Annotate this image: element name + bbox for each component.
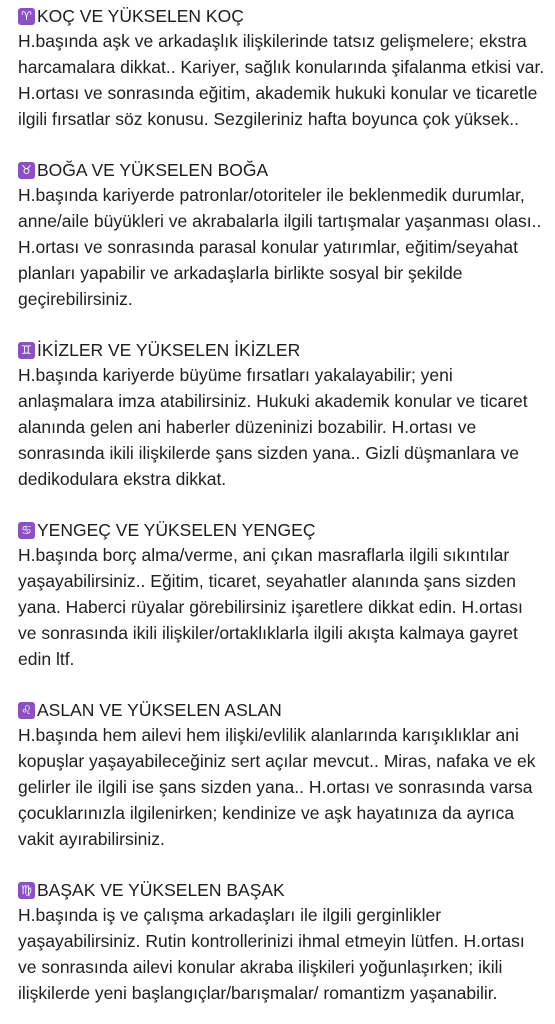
section-title: KOÇ VE YÜKSELEN KOÇ [37,6,244,26]
section-body: H.başında kariyerde patronlar/otoriteler ile beklenmedik durumlar, anne/aile büyükleri ve akrabalarla ilgili tartışmalar yaşanması olası.. H.ortası ve sonrasında parasal konular yatırımlar, eğitim/seyahat planları yapabilir ve arkadaşlarla birlikte sosyal bir şekilde geçirebilirsiniz. [18,185,542,309]
section-body: H.başında kariyerde büyüme fırsatları yakalayabilir; yeni anlaşmalara imza atabilirsiniz. Hukuki akademik konular ve ticaret alanında gelen ani haberler düzeninizi bozabilir. H.ortası ve sonrasında ikili ilişkilerde şans sizden yana.. Gizli düşmanlara ve dedikodulara ekstra dikkat. [18,365,528,489]
cancer-icon: ♋ [18,522,35,539]
aries-icon: ♈ [18,8,35,25]
section-leo [18,698,545,852]
section-virgo [18,878,545,1006]
section-title: BAŞAK VE YÜKSELEN BAŞAK [37,880,285,900]
section-gemini [18,338,545,492]
section-taurus [18,158,545,312]
virgo-icon: ♍ [18,882,35,899]
section-heading [18,878,545,902]
section-heading [18,4,545,28]
section-title: YENGEÇ VE YÜKSELEN YENGEÇ [37,520,316,540]
section-title: İKİZLER VE YÜKSELEN İKİZLER [37,340,301,360]
section-title: ASLAN VE YÜKSELEN ASLAN [37,700,282,720]
taurus-icon: ♉ [18,162,35,179]
section-heading [18,338,545,362]
section-heading [18,698,545,722]
section-cancer [18,518,545,672]
section-body: H.başında borç alma/verme, ani çıkan masraflarla ilgili sıkıntılar yaşayabilirsiniz.. Eğitim, ticaret, seyahatler alanında şans sizden yana. Haberci rüyalar görebilirsiniz işaretlere dikkat edin. H.ortası ve sonrasında ikili ilişkiler/ortaklıklarla ilgili akışta kalmaya gayret edin ltf. [18,545,523,669]
section-title: BOĞA VE YÜKSELEN BOĞA [37,160,269,180]
gemini-icon: ♊ [18,342,35,359]
section-body: H.başında iş ve çalışma arkadaşları ile ilgili gerginlikler yaşayabilirsiniz. Rutin kontrollerinizi ihmal etmeyin lütfen. H.ortası ve sonrasında ailevi konular akraba ilişkileri yoğunlaşırken; ikili ilişkilerde yeni başlangıçlar/barışmalar/ romantizm yaşanabilir. [18,905,525,1003]
leo-icon: ♌ [18,702,35,719]
section-body: H.başında hem ailevi hem ilişki/evlilik alanlarında karışıklıklar ani kopuşlar yaşayabileceğiniz sert açılar mevcut.. Miras, nafaka ve ek gelirler ile ilgili ise şans sizden yana.. H.ortası ve sonrasında varsa çocuklarınızla ilgilenirken; kendinize ve aşk hayatınıza da ayrıca vakit ayırabilirsiniz. [18,725,536,849]
section-heading [18,518,545,542]
section-aries [18,4,545,132]
section-body: H.başında aşk ve arkadaşlık ilişkilerinde tatsız gelişmelere; ekstra harcamalara dikkat.. Kariyer, sağlık konularında şifalanma etkisi var. H.ortası ve sonrasında eğitim, akademik hukuki konular ve ticaretle ilgili fırsatlar söz konusu. Sezgileriniz hafta boyunca çok yüksek.. [18,31,545,129]
section-heading [18,158,545,182]
